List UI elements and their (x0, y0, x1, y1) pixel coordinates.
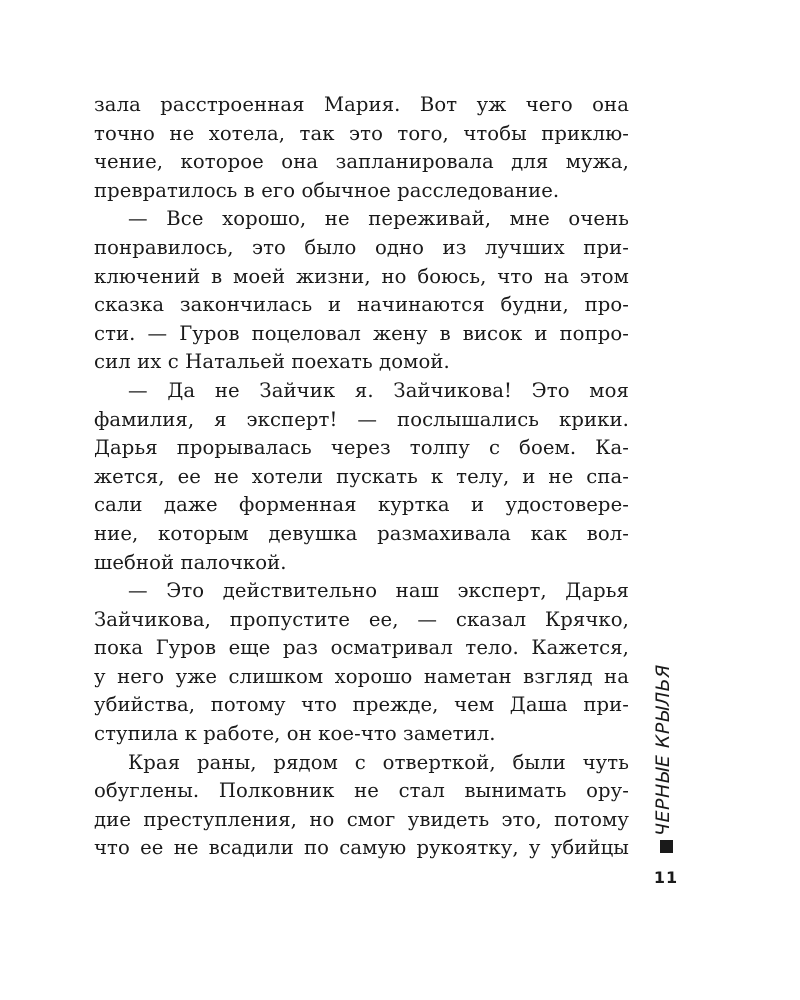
text-line: точно не хотела, так это того, чтобы приклю- (94, 121, 629, 145)
text-line: превратилось в его обычное расследование. (94, 178, 560, 202)
body-text (94, 91, 629, 863)
text-line: дие преступления, но смог увидеть это, потому (94, 807, 629, 831)
running-title: ЧЕРНЫЕ КРЫЛЬЯ (652, 664, 674, 836)
text-line: фамилия, я эксперт! — послышались крики. (94, 407, 629, 431)
text-line: ступила к работе, он кое-что заметил. (94, 722, 496, 746)
text-line: Края раны, рядом с отверткой, были чуть (128, 750, 629, 774)
page-number: 11 (653, 868, 679, 887)
text-line: зала расстроенная Мария. Вот уж чего она (94, 93, 629, 116)
text-line: Зайчикова, пропустите ее, — сказал Крячко, (94, 607, 629, 631)
text-line: — Это действительно наш эксперт, Дарья (128, 579, 629, 603)
text-line: ключений в моей жизни, но боюсь, что на этом (94, 264, 629, 288)
text-line: убийства, потому что прежде, чем Даша при- (94, 693, 629, 717)
text-line: чение, которое она запланировала для мужа, (94, 150, 629, 174)
text-line: пока Гуров еще раз осматривал тело. Кажется, (94, 636, 629, 660)
square-marker-icon (660, 840, 673, 853)
text-line: ние, которым девушка размахивала как вол- (94, 521, 629, 545)
text-line: сил их с Натальей поехать домой. (94, 350, 450, 374)
text-line: сти. — Гуров поцеловал жену в висок и попро- (94, 321, 629, 345)
text-line: сали даже форменная куртка и удостовере- (94, 493, 629, 517)
text-line: шебной палочкой. (94, 550, 287, 574)
text-line: что ее не всадили по самую рукоятку, у убийцы (94, 836, 629, 860)
text-line: Дарья прорывалась через толпу с боем. Ка- (94, 436, 629, 460)
text-line: — Все хорошо, не переживай, мне очень (128, 207, 629, 231)
text-line: у него уже слишком хорошо наметан взгляд на (94, 664, 629, 688)
text-line: сказка закончилась и начинаются будни, про- (94, 293, 629, 317)
text-line: обуглены. Полковник не стал вынимать ору- (94, 779, 629, 803)
text-line: понравилось, это было одно из лучших при- (94, 235, 629, 259)
text-line: жется, ее не хотели пускать к телу, и не спа- (94, 464, 629, 488)
text-line: — Да не Зайчик я. Зайчикова! Это моя (128, 378, 629, 402)
